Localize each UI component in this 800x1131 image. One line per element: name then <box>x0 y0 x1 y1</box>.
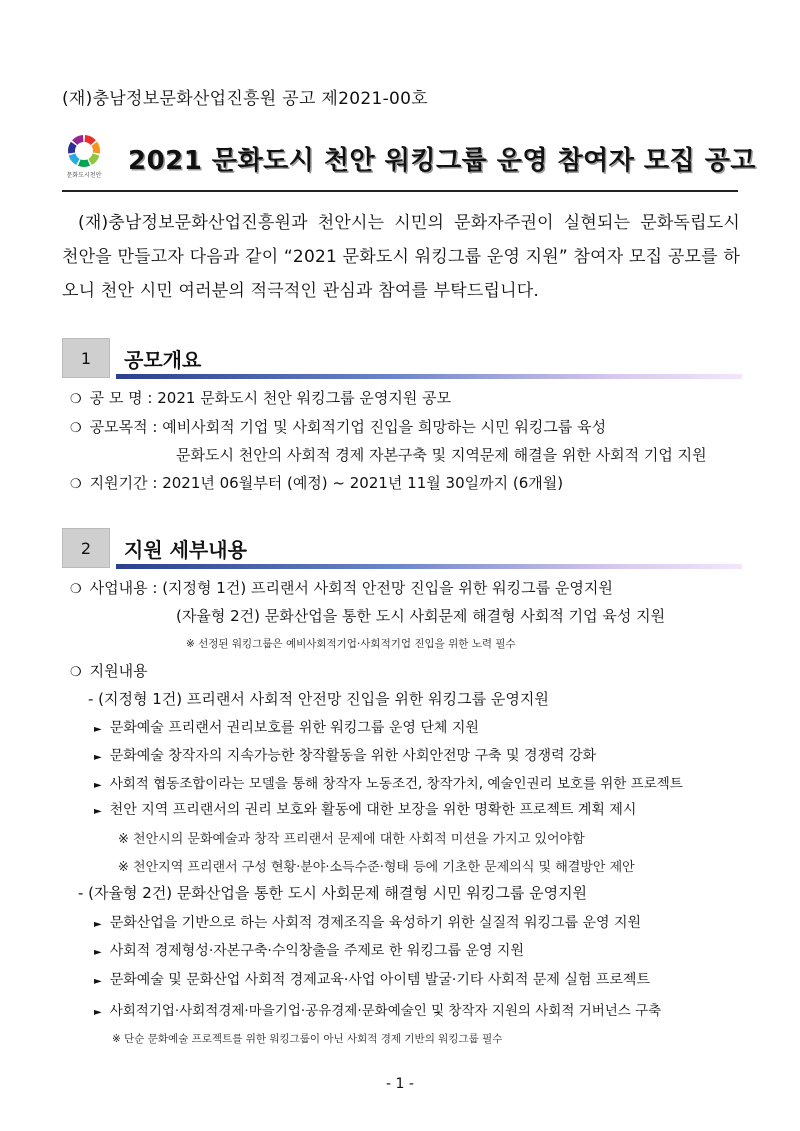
designated-item-3: ► 사회적 협동조합이라는 모델을 통해 창작자 노동조건, 창작가치, 예술인권리 보호를 위한 프로젝트 <box>94 776 683 792</box>
arrow-bullet-icon: ► <box>94 1007 102 1018</box>
section-2-underline <box>116 564 742 569</box>
section-1-underline <box>116 374 742 379</box>
page-title: 2021 문화도시 천안 워킹그룹 운영 참여자 모집 공고 <box>128 146 756 176</box>
circle-bullet-icon: ❍ <box>70 421 82 436</box>
overview-purpose-cont: 문화도시 천안의 사회적 경제 자본구축 및 지역문제 해결을 위한 사회적 기업 지원 <box>176 446 707 464</box>
designated-item-1: ► 문화예술 프리랜서 권리보호를 위한 워킹그룹 운영 단체 지원 <box>94 720 479 736</box>
business-note: ※ 선정된 워킹그룹은 예비사회적기업·사회적기업 진입을 위한 노력 필수 <box>186 638 516 650</box>
designated-item-2: ► 문화예술 창작자의 지속가능한 창작활동을 위한 사회안전망 구축 및 경쟁력 강화 <box>94 748 597 764</box>
business-content-cont: (자율형 2건) 문화산업을 통한 도시 사회문제 해결형 사회적 기업 육성 지원 <box>176 607 666 625</box>
arrow-bullet-icon: ► <box>94 806 102 817</box>
arrow-bullet-icon: ► <box>94 976 102 987</box>
notice-number: (재)충남정보문화산업진흥원 공고 제2021-00호 <box>62 89 428 109</box>
section-1-header <box>62 338 742 382</box>
arrow-bullet-icon: ► <box>94 752 102 763</box>
arrow-bullet-icon: ► <box>94 919 102 930</box>
culture-city-logo-icon <box>67 134 101 168</box>
logo-segment <box>72 135 83 145</box>
section-1-title: 공모개요 <box>124 348 202 372</box>
page-number: - 1 - <box>386 1076 414 1092</box>
culture-city-logo <box>62 134 106 179</box>
autonomous-note: ※ 단순 문화예술 프로젝트를 위한 워킹그룹이 아닌 사회적 경제 기반의 워킹그룹 필수 <box>112 1033 503 1045</box>
circle-bullet-icon: ❍ <box>70 392 82 407</box>
logo-segment <box>88 154 99 165</box>
overview-period: ❍ 지원기간 : 2021년 06월부터 (예정) ~ 2021년 11월 30일까지 (6개월) <box>70 474 564 492</box>
autonomous-item-3: ► 문화예술 및 문화산업 사회적 경제교육·사업 아이템 발굴·기타 사회적 문제 실험 프로젝트 <box>94 972 650 988</box>
overview-purpose: ❍ 공모목적 : 예비사회적 기업 및 사회적기업 진입을 희망하는 시민 워킹그룹 육성 <box>70 418 607 436</box>
circle-bullet-icon: ❍ <box>70 665 82 680</box>
support-content-label: ❍ 지원내용 <box>70 662 148 680</box>
circle-bullet-icon: ❍ <box>70 477 82 492</box>
title-divider <box>62 190 738 192</box>
logo-segment <box>85 135 96 145</box>
designated-heading: - (지정형 1건) 프리랜서 사회적 안전망 진입을 위한 워킹그룹 운영지원 <box>88 690 549 708</box>
logo-segment <box>68 142 77 154</box>
logo-segment <box>91 142 100 154</box>
intro-paragraph: (재)충남정보문화산업진흥원과 천안시는 시민의 문화자주권이 실현되는 문화독립도시 천안을 만들고자 다음과 같이 “2021 문화도시 워킹그룹 운영 지원” 참여자 모집 공모를 하오니 천안 시민 여러분의 적극적인 관심과 참여를 부탁드립니다. <box>62 213 740 301</box>
section-1-number: 1 <box>62 338 110 378</box>
autonomous-item-2: ► 사회적 경제형성·자본구축·수익창출을 주제로 한 워킹그룹 운영 지원 <box>94 943 524 959</box>
section-2-title: 지원 세부내용 <box>124 538 247 562</box>
arrow-bullet-icon: ► <box>94 780 102 791</box>
section-2-header <box>62 528 742 572</box>
overview-name: ❍ 공 모 명 : 2021 문화도시 천안 워킹그룹 운영지원 공모 <box>70 389 452 407</box>
business-content: ❍ 사업내용 : (지정형 1건) 프리랜서 사회적 안전망 진입을 위한 워킹그룹 운영지원 <box>70 579 613 597</box>
logo-segment <box>78 159 90 167</box>
autonomous-item-1: ► 문화산업을 기반으로 하는 사회적 경제조직을 육성하기 위한 실질적 워킹그룹 운영 지원 <box>94 915 642 931</box>
autonomous-heading: - (자율형 2건) 문화산업을 통한 도시 사회문제 해결형 시민 워킹그룹 운영지원 <box>78 884 588 902</box>
designated-item-4: ► 천안 지역 프리랜서의 권리 보호와 활동에 대한 보장을 위한 명확한 프로젝트 계획 제시 <box>94 802 637 818</box>
autonomous-item-4: ► 사회적기업·사회적경제·마을기업·공유경제·문화예술인 및 창작자 지원의 사회적 거버넌스 구축 <box>94 1003 662 1019</box>
logo-segment <box>69 154 80 165</box>
circle-bullet-icon: ❍ <box>70 582 82 597</box>
section-2-number: 2 <box>62 528 110 568</box>
arrow-bullet-icon: ► <box>94 724 102 735</box>
designated-note-1: ※ 천안시의 문화예술과 창작 프리랜서 문제에 대한 사회적 미션을 가지고 있어야함 <box>118 832 585 847</box>
arrow-bullet-icon: ► <box>94 947 102 958</box>
logo-label: 문화도시천안 <box>66 172 102 179</box>
designated-note-2: ※ 천안지역 프리랜서 구성 현황·분야·소득수준·형태 등에 기초한 문제의식 및 해결방안 제안 <box>118 860 635 875</box>
